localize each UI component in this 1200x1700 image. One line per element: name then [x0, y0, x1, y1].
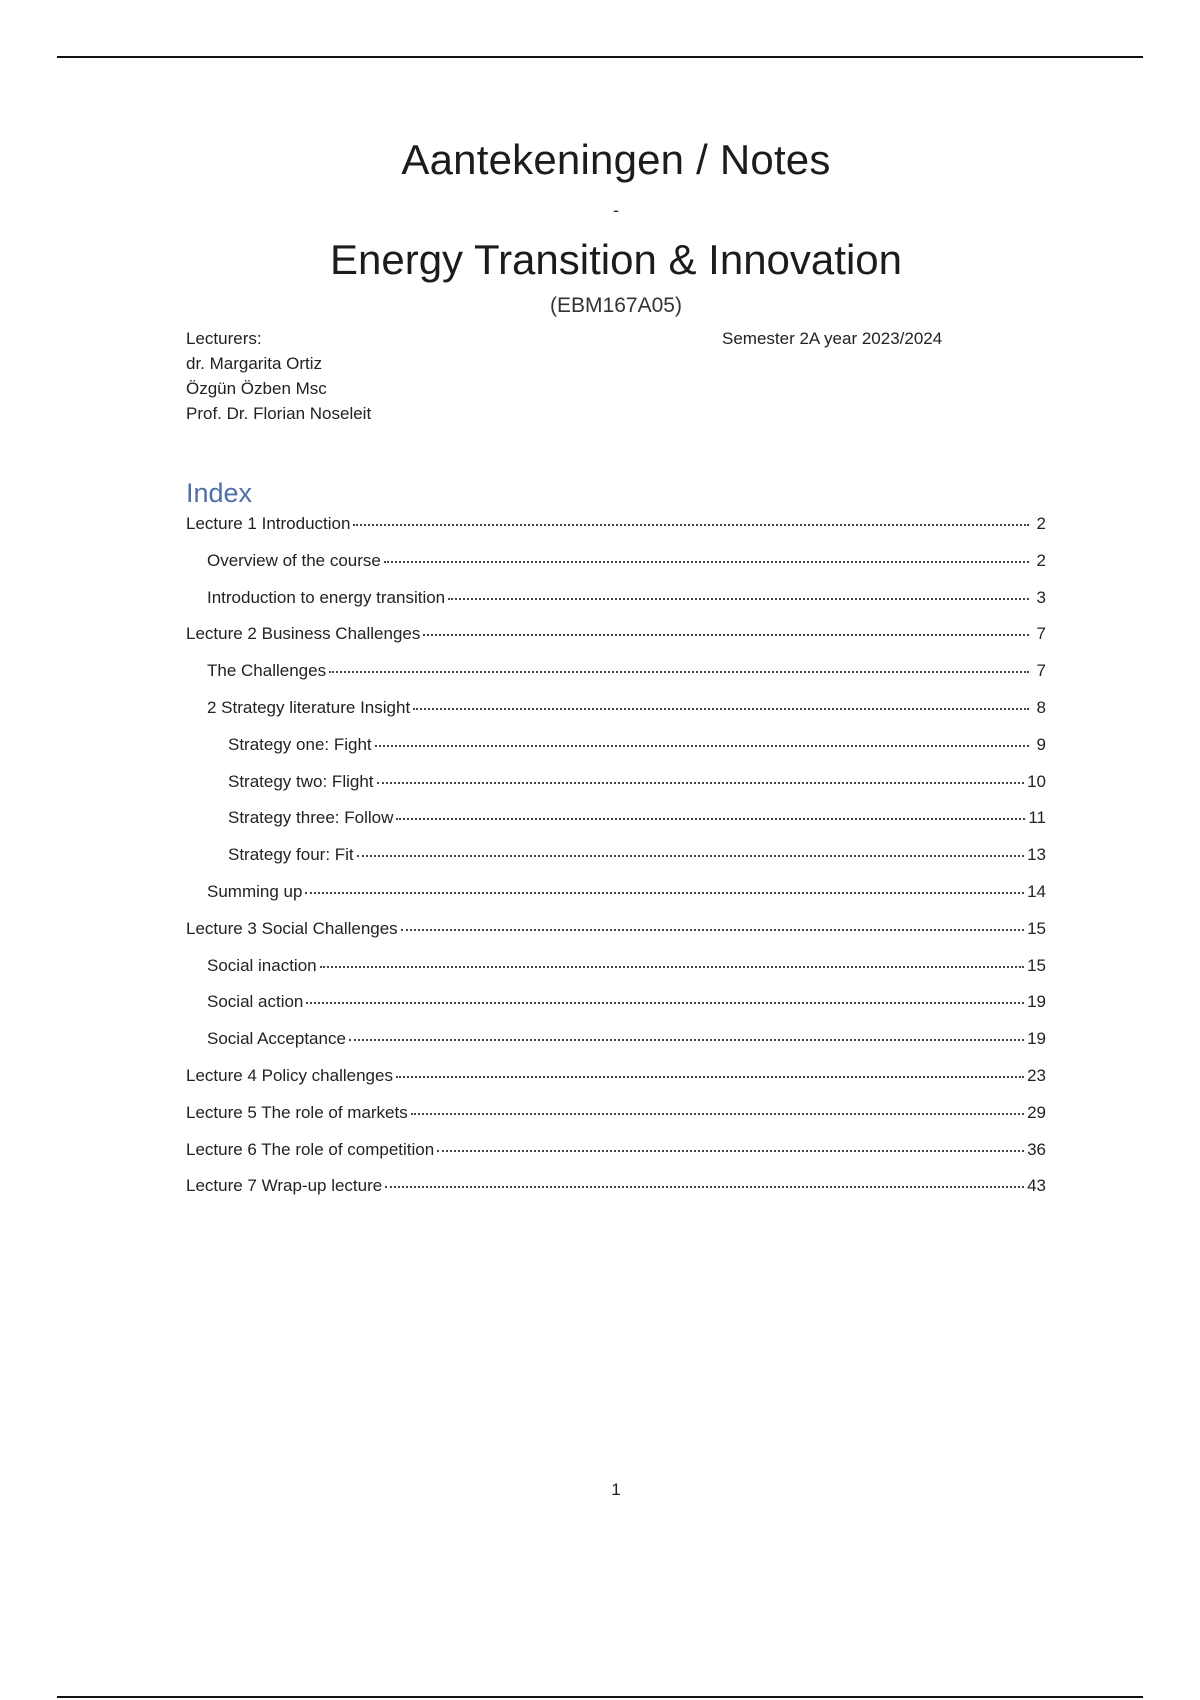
toc-entry-page: 15	[1027, 955, 1046, 975]
toc-entry-page: 15	[1027, 918, 1046, 938]
toc-entry-label: Summing up	[207, 881, 303, 901]
page-number: 1	[611, 1480, 621, 1499]
lecturers-block	[186, 326, 371, 426]
toc-entry[interactable]	[186, 1103, 1046, 1140]
toc-entry[interactable]	[186, 551, 1046, 588]
toc-entry[interactable]	[186, 698, 1046, 735]
toc-entry-label: Lecture 2 Business Challenges	[186, 624, 421, 644]
toc-entry-label: Overview of the course	[207, 550, 381, 570]
toc-dot-leader	[401, 929, 1024, 931]
toc-entry-label: Strategy one: Fight	[228, 734, 372, 754]
lecturer-name: dr. Margarita Ortiz	[186, 354, 323, 373]
toc-entry-label: Lecture 5 The role of markets	[186, 1102, 408, 1122]
toc-dot-leader	[423, 634, 1029, 636]
toc-dot-leader	[353, 524, 1029, 526]
toc-dot-leader	[396, 1076, 1024, 1078]
toc-dot-leader	[385, 1186, 1024, 1188]
toc-entry[interactable]	[186, 735, 1046, 772]
toc-entry-page: 8	[1036, 697, 1046, 717]
table-of-contents	[186, 514, 1046, 1213]
toc-entry-label: Lecture 7 Wrap-up lecture	[186, 1176, 383, 1196]
toc-entry[interactable]	[186, 661, 1046, 698]
toc-dot-leader	[448, 598, 1029, 600]
lecturer-name: Prof. Dr. Florian Noseleit	[186, 404, 372, 423]
toc-entry-page: 19	[1027, 992, 1046, 1012]
toc-entry[interactable]	[186, 845, 1046, 882]
toc-entry[interactable]	[186, 1140, 1046, 1177]
toc-entry-label: Strategy four: Fit	[228, 845, 354, 865]
bottom-rule	[57, 1696, 1143, 1698]
toc-dot-leader	[357, 855, 1024, 857]
toc-dot-leader	[396, 818, 1025, 820]
toc-entry-label: Social inaction	[207, 955, 317, 975]
toc-entry-label: Strategy two: Flight	[228, 771, 374, 791]
top-rule	[57, 56, 1143, 58]
toc-entry-page: 7	[1036, 661, 1046, 681]
toc-entry[interactable]	[186, 919, 1046, 956]
toc-dot-leader	[306, 1002, 1024, 1004]
toc-entry-page: 2	[1036, 550, 1046, 570]
toc-entry[interactable]	[186, 588, 1046, 625]
toc-entry-page: 11	[1028, 808, 1046, 828]
toc-entry[interactable]	[186, 624, 1046, 661]
toc-entry[interactable]	[186, 514, 1046, 551]
document-subtitle: Energy Transition & Innovation	[329, 236, 902, 283]
toc-entry-label: 2 Strategy literature Insight	[207, 697, 411, 717]
toc-dot-leader	[411, 1113, 1024, 1115]
toc-entry-page: 10	[1027, 771, 1046, 791]
toc-entry-page: 7	[1036, 624, 1046, 644]
toc-entry-page: 43	[1027, 1176, 1046, 1196]
toc-entry[interactable]	[186, 1176, 1046, 1213]
toc-entry-label: Lecture 4 Policy challenges	[186, 1065, 393, 1085]
index-heading: Index	[186, 478, 253, 508]
toc-entry[interactable]	[186, 1066, 1046, 1103]
course-code: (EBM167A05)	[550, 294, 682, 317]
toc-entry-page: 36	[1027, 1139, 1046, 1159]
toc-entry-page: 13	[1027, 845, 1046, 865]
toc-dot-leader	[329, 671, 1029, 673]
toc-entry-label: Introduction to energy transition	[207, 587, 446, 607]
toc-dot-leader	[320, 966, 1024, 968]
toc-dot-leader	[413, 708, 1029, 710]
toc-entry-label: Lecture 6 The role of competition	[186, 1139, 435, 1159]
toc-entry[interactable]	[186, 808, 1046, 845]
toc-entry[interactable]	[186, 1029, 1046, 1066]
toc-entry-page: 9	[1036, 734, 1046, 754]
toc-entry-page: 29	[1027, 1102, 1046, 1122]
toc-entry-page: 23	[1027, 1065, 1046, 1085]
lecturers-label: Lecturers:	[186, 329, 262, 348]
lecturer-name: Özgün Özben Msc	[186, 379, 327, 398]
toc-entry-page: 2	[1036, 514, 1046, 533]
document-title: Aantekeningen / Notes	[401, 136, 831, 183]
toc-entry-label: Lecture 3 Social Challenges	[186, 918, 398, 938]
toc-dot-leader	[305, 892, 1024, 894]
toc-entry-label: Social action	[207, 992, 304, 1012]
toc-dot-leader	[377, 782, 1025, 784]
semester-info: Semester 2A year 2023/2024	[722, 329, 943, 348]
toc-entry[interactable]	[186, 956, 1046, 993]
title-separator: -	[613, 200, 619, 220]
toc-entry[interactable]	[186, 992, 1046, 1029]
toc-dot-leader	[375, 745, 1029, 747]
toc-entry-page: 19	[1027, 1029, 1046, 1049]
toc-dot-leader	[384, 561, 1029, 563]
toc-entry-label: The Challenges	[207, 661, 327, 681]
toc-entry-label: Lecture 1 Introduction	[186, 514, 351, 533]
toc-entry[interactable]	[186, 882, 1046, 919]
toc-entry-page: 3	[1036, 587, 1046, 607]
toc-entry-page: 14	[1027, 881, 1046, 901]
toc-dot-leader	[349, 1039, 1024, 1041]
toc-dot-leader	[437, 1150, 1024, 1152]
toc-entry-label: Strategy three: Follow	[228, 808, 394, 828]
toc-entry[interactable]	[186, 772, 1046, 809]
toc-entry-label: Social Acceptance	[207, 1029, 346, 1049]
